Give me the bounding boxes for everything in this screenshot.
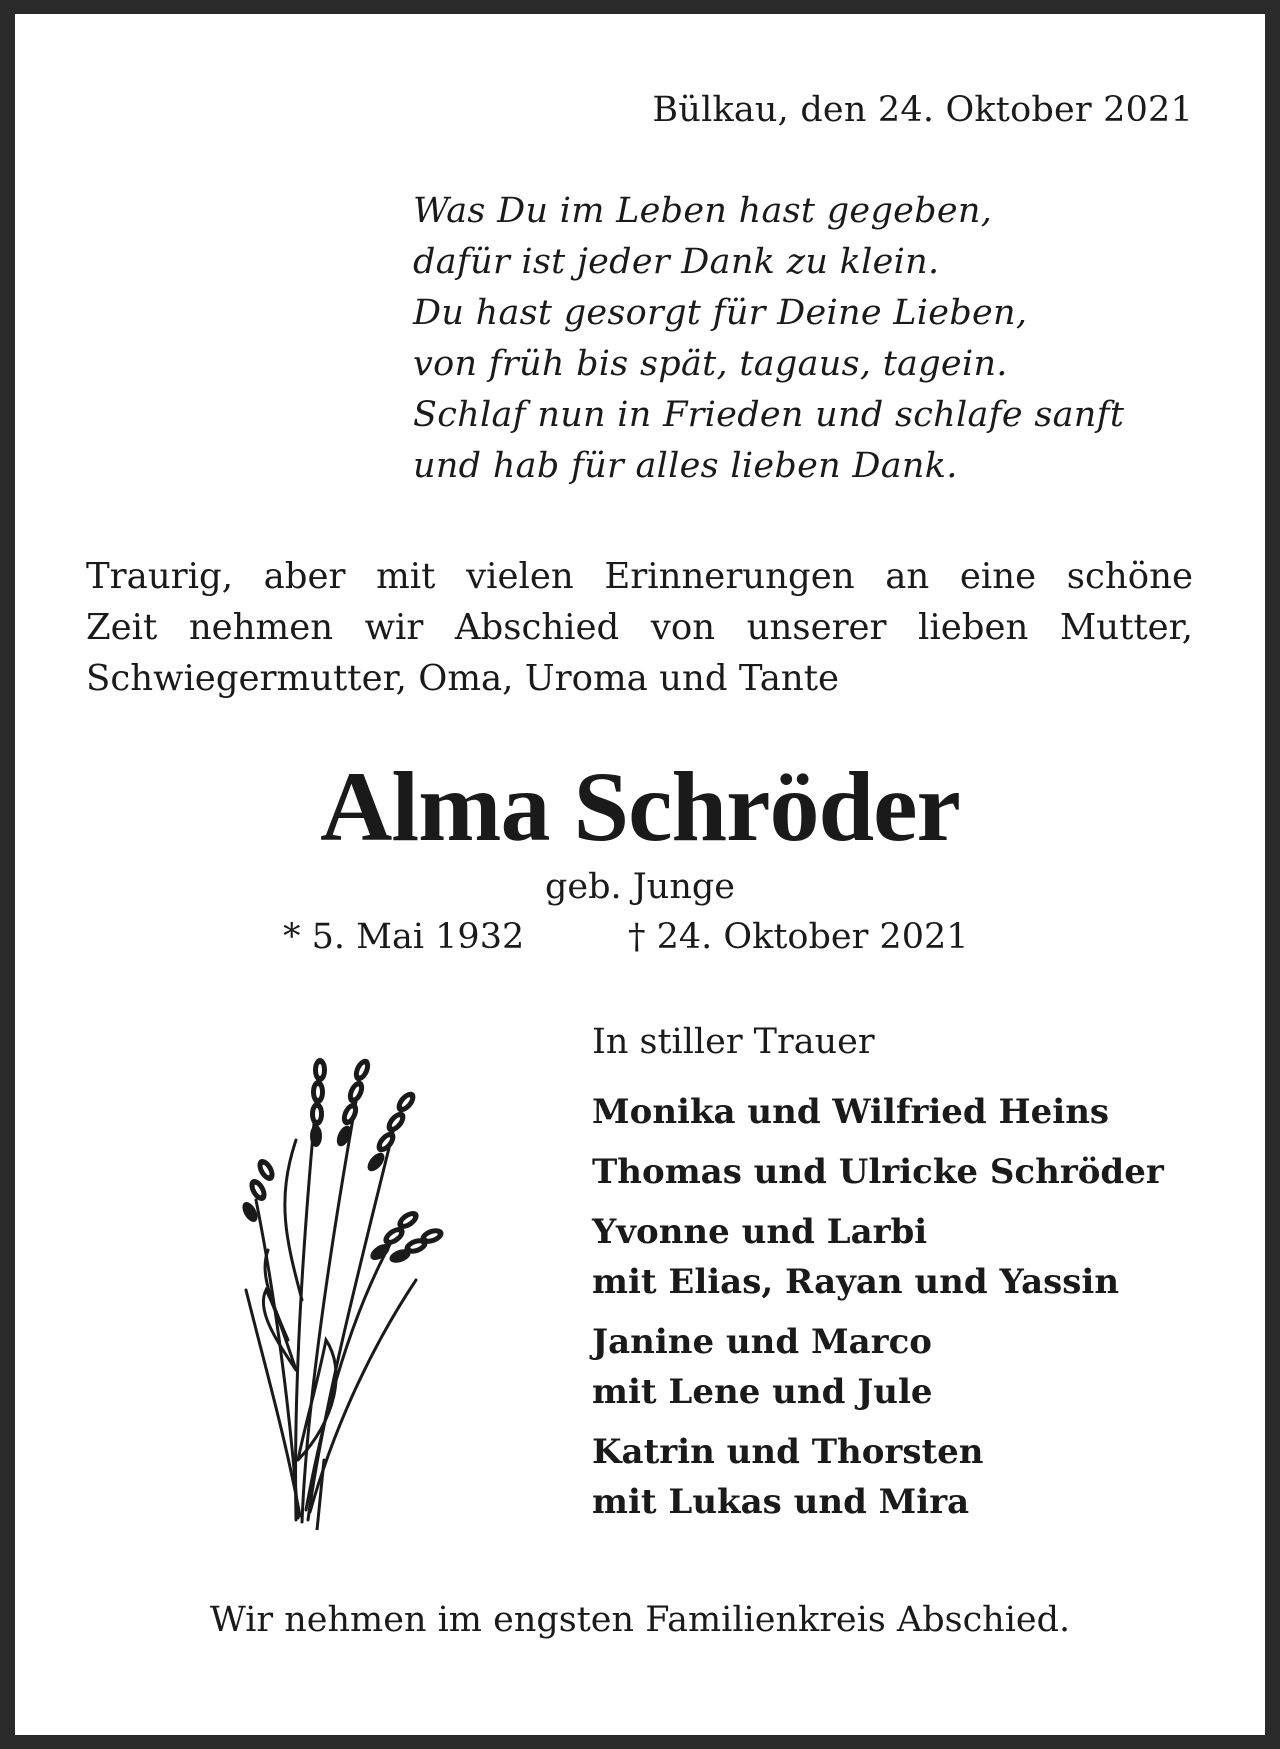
poem-line: und hab für alles lieben Dank. [413,446,958,486]
mourner-line: Janine und Marco [592,1322,932,1362]
mourner-line: Thomas und Ulricke Schröder [592,1152,1164,1192]
place-date: Bülkau, den 24. Oktober 2021 [652,90,1193,130]
poem-line: dafür ist jeder Dank zu klein. [413,242,940,282]
mourner-group [592,1427,1164,1527]
deceased-name: Alma Schröder [320,751,960,862]
mourner-group [592,1147,1164,1197]
mourner-group [592,1317,1164,1417]
mourner-line: Yvonne und Larbi [592,1212,928,1252]
intro-text [86,551,1193,704]
mourner-group [592,1087,1164,1137]
mourner-line: Katrin und Thorsten [592,1432,984,1472]
mourner-line: Monika und Wilfried Heins [592,1092,1110,1132]
intro-line: Zeit nehmen wir Abschied von unserer lieben Mutter, [86,607,1193,648]
wheat-ears-icon [236,1040,446,1530]
mourner-line: mit Lukas und Mira [592,1482,970,1522]
poem-line: Schlaf nun in Frieden und schlafe sanft [413,395,1125,435]
intro-line: Schwiegermutter, Oma, Uroma und Tante [86,658,840,699]
closing-note: Wir nehmen im engsten Familienkreis Abschied. [209,1600,1071,1640]
poem-line: Was Du im Leben hast gegeben, [413,191,993,231]
intro-line: Traurig, aber mit vielen Erinnerungen an eine schöne [86,556,1193,597]
mourning-label: In stiller Trauer [592,1022,875,1062]
death-date: † 24. Oktober 2021 [628,917,969,957]
birth-date: * 5. Mai 1932 [283,917,525,957]
poem-line: Du hast gesorgt für Deine Lieben, [413,293,1028,333]
mourner-line: mit Elias, Rayan und Yassin [592,1262,1120,1302]
poem-line: von früh bis spät, tagaus, tagein. [413,344,1008,384]
maiden-name: geb. Junge [544,867,735,907]
mourner-list [592,1087,1164,1537]
poem [413,186,1124,492]
mourner-line: mit Lene und Jule [592,1372,933,1412]
mourner-group [592,1207,1164,1307]
